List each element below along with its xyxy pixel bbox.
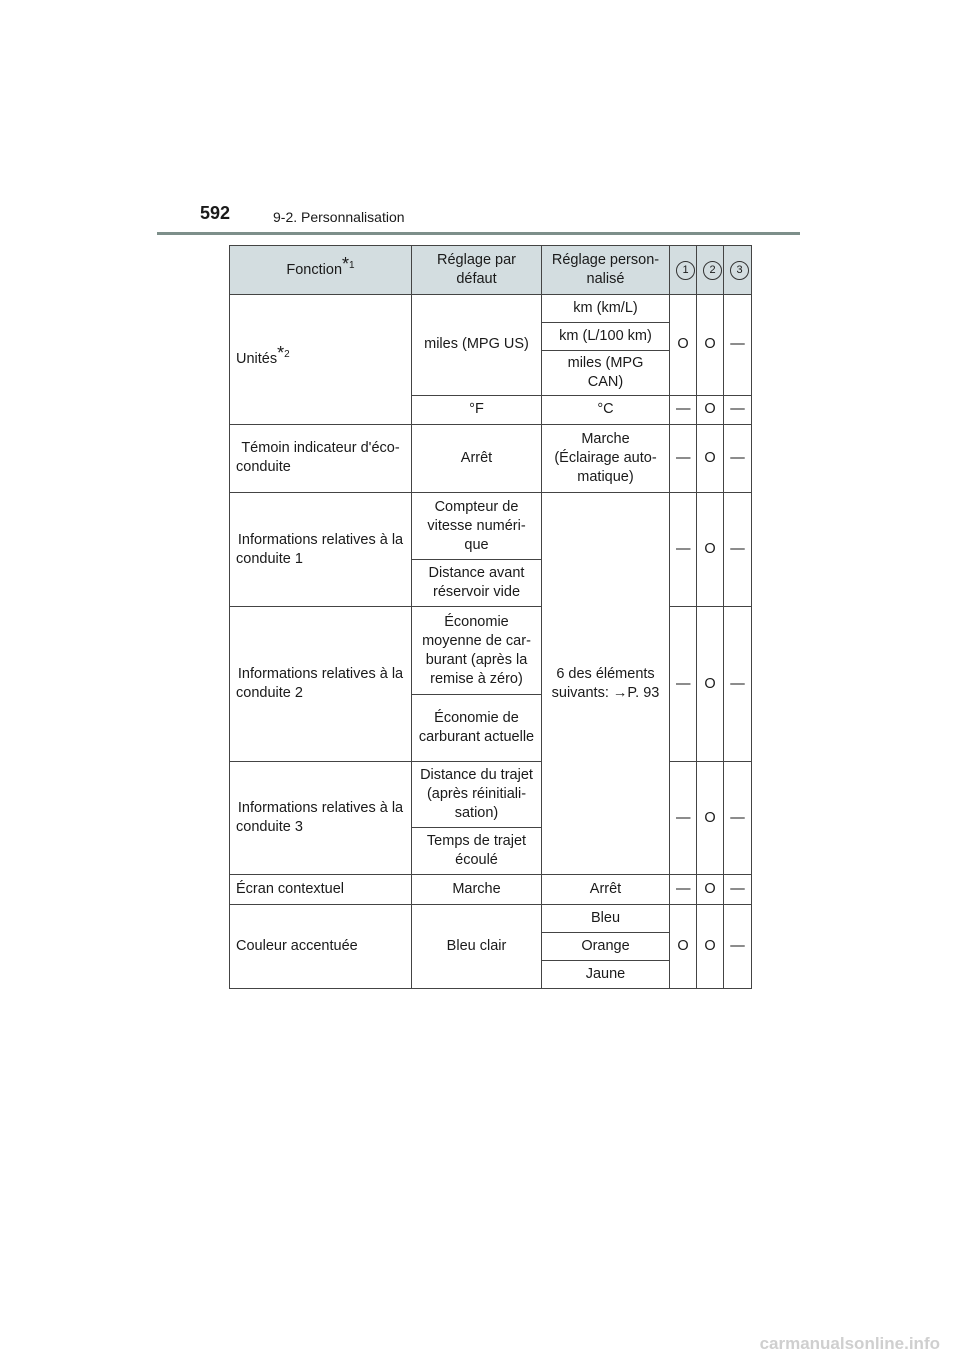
header-custom: Réglage person-nalisé [542,246,670,295]
custom-units-3: miles (MPG CAN) [542,351,670,395]
custom-units-temp: °C [542,395,670,424]
default-units-distance: miles (MPG US) [412,295,542,395]
page-number: 592 [200,203,231,223]
table-row: Couleur accentuée Bleu clair Bleu O O — [230,904,752,932]
header-divider [157,232,800,235]
func-drive-1: Informations relatives à la conduite 1 [230,492,412,606]
default-drive-3b: Temps de trajet écoulé [412,828,542,875]
table-row: Témoin indicateur d'éco-conduite Arrêt Marche (Éclairage auto-matique) — O — [230,424,752,492]
default-drive-1b: Distance avant réservoir vide [412,560,542,607]
section-title: 9-2. Personnalisation [273,209,405,225]
table-row: Unités$^{*2}$ miles (MPG US) km (km/L) O O — [230,295,752,323]
page-header [0,0,960,240]
func-eco: Témoin indicateur d'éco-conduite [230,424,412,492]
default-drive-1a: Compteur de vitesse numéri-que [412,492,542,559]
table-row: °F °C — O — [230,395,752,424]
table-header-row [230,246,752,295]
watermark: carmanualsonline.info [759,1334,940,1353]
func-drive-2: Informations relatives à la conduite 2 [230,607,412,762]
func-popup: Écran contextuel [230,875,412,904]
func-units: Unités$^{*2}$ [230,295,412,425]
custom-accent-1: Bleu [542,904,670,932]
table-row: Informations relatives à la conduite 3 Distance du trajet (après réinitiali-sation) — O — [230,762,752,828]
header-function: Fonction$^{*1}$ [230,246,412,295]
custom-accent-2: Orange [542,932,670,960]
custom-accent-3: Jaune [542,960,670,988]
custom-drive-shared: 6 des éléments suivants: →P. 93 [542,492,670,875]
header-col-1: 1 [670,246,697,295]
header-col-3: 3 [724,246,752,295]
table-row: Informations relatives à la conduite 2 Économie moyenne de car-burant (après la remise à zéro) — O — [230,607,752,694]
table-row: Écran contextuel Marche Arrêt — O — [230,875,752,904]
default-popup: Marche [412,875,542,904]
default-drive-3a: Distance du trajet (après réinitiali-sation) [412,762,542,828]
func-drive-3: Informations relatives à la conduite 3 [230,762,412,875]
default-drive-2a: Économie moyenne de car-burant (après la remise à zéro) [412,607,542,694]
custom-units-2: km (L/100 km) [542,323,670,351]
func-accent: Couleur accentuée [230,904,412,988]
settings-table [229,245,752,989]
table-row: Informations relatives à la conduite 1 Compteur de vitesse numéri-que 6 des éléments suivants: →P. 93 — O — [230,492,752,559]
custom-popup: Arrêt [542,875,670,904]
default-drive-2b: Économie de carburant actuelle [412,694,542,761]
header-col-2: 2 [697,246,724,295]
custom-units-1: km (km/L) [542,295,670,323]
custom-eco: Marche (Éclairage auto-matique) [542,424,670,492]
default-units-temp: °F [412,395,542,424]
default-accent: Bleu clair [412,904,542,988]
default-eco: Arrêt [412,424,542,492]
header-default: Réglage par défaut [412,246,542,295]
